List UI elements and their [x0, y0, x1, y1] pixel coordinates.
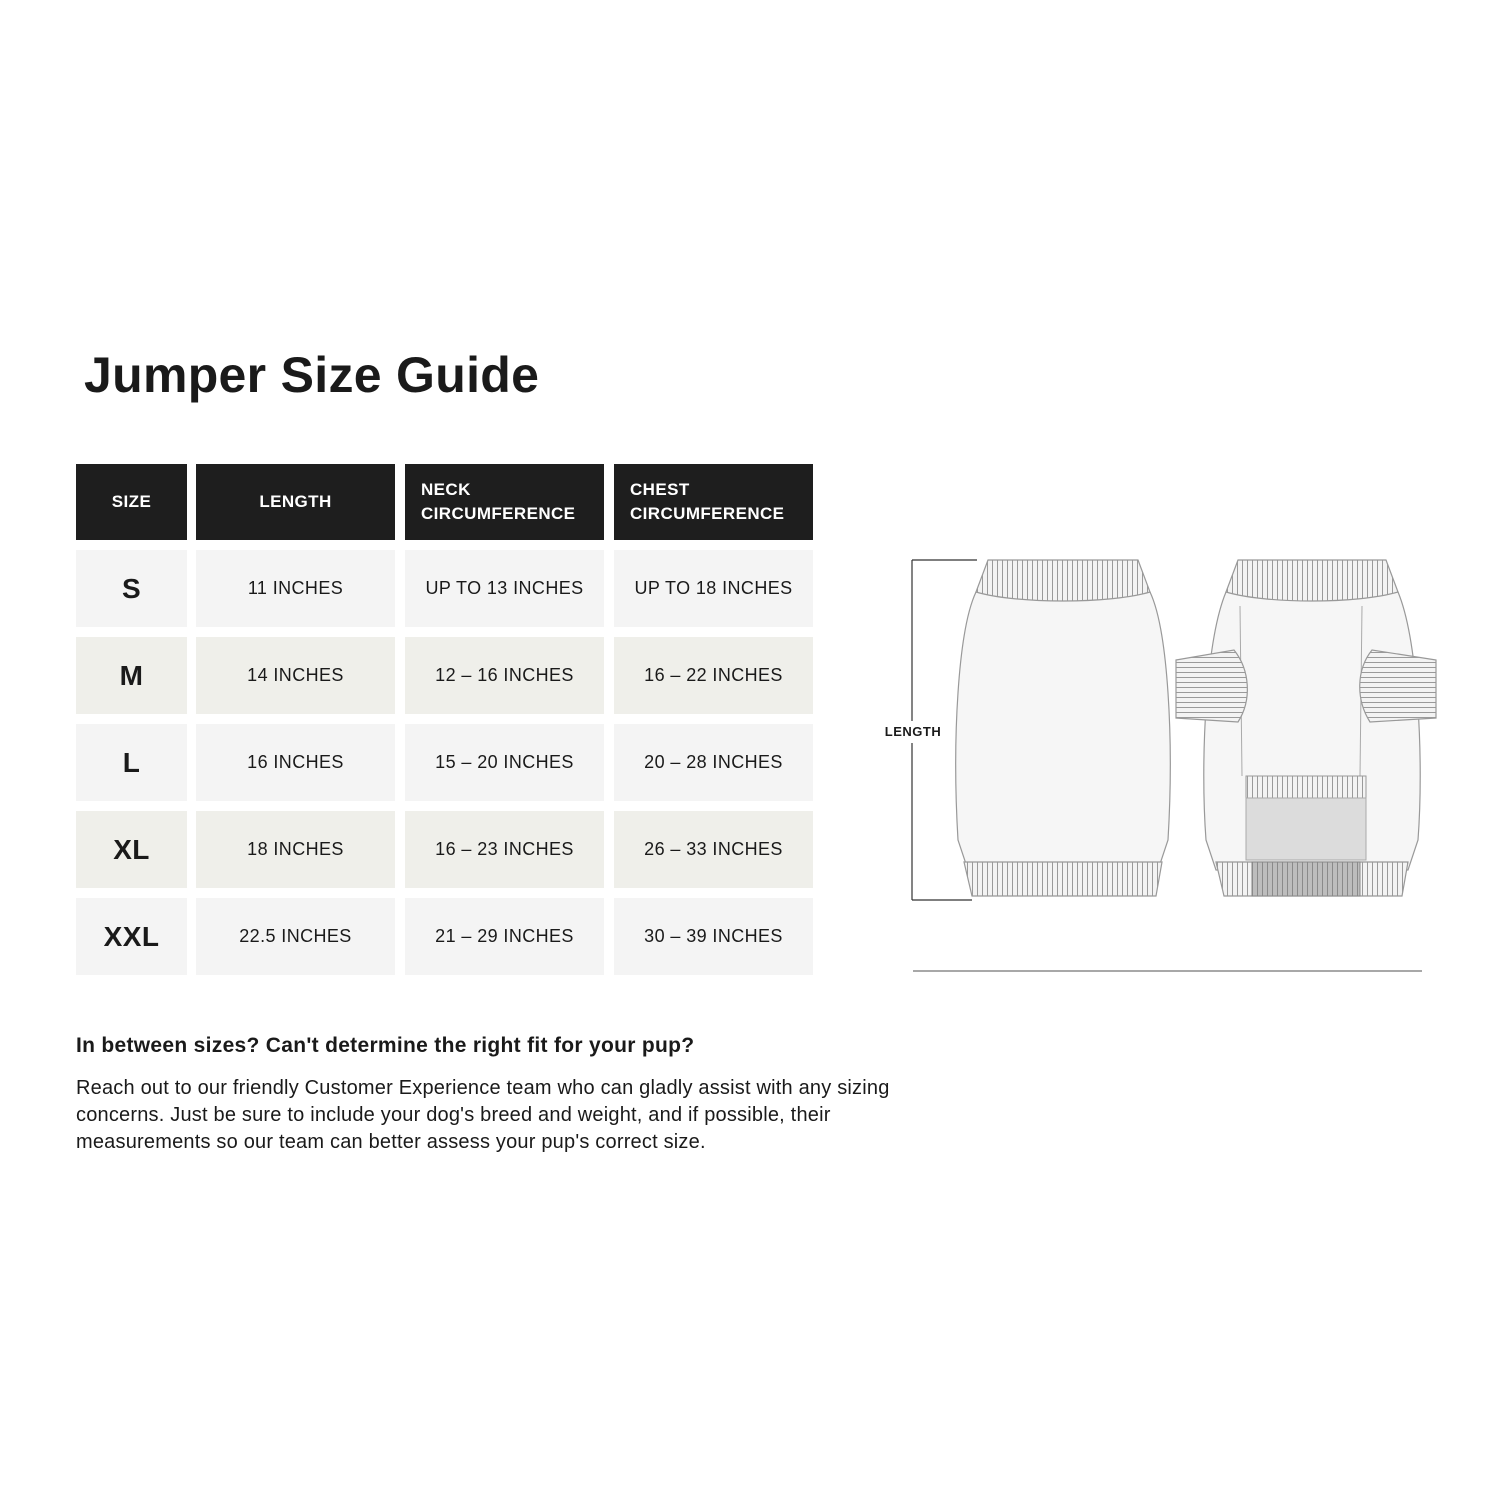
chest-cell: UP TO 18 INCHES: [614, 550, 813, 627]
neck-cell: 16 – 23 INCHES: [405, 811, 604, 888]
size-cell: L: [76, 724, 187, 801]
help-body: Reach out to our friendly Customer Experience team who can gladly assist with any sizing concerns. Just be sure to include your dog's breed and weight, and if possible, their measurements so our team can better assess your pup's correct size.: [76, 1077, 890, 1153]
neck-cell: UP TO 13 INCHES: [405, 550, 604, 627]
header-neck-label: NECK CIRCUMFERENCE: [421, 480, 576, 523]
neck-cell: 21 – 29 INCHES: [405, 898, 604, 975]
chest-cell: 30 – 39 INCHES: [614, 898, 813, 975]
length-cell: 22.5 INCHES: [196, 898, 395, 975]
neck-cell: 12 – 16 INCHES: [405, 637, 604, 714]
header-neck-circumference: [405, 464, 604, 540]
header-chest-circumference: [614, 464, 813, 540]
chest-cell: 26 – 33 INCHES: [614, 811, 813, 888]
jumper-diagram: [880, 540, 1450, 980]
neck-cell: 15 – 20 INCHES: [405, 724, 604, 801]
length-cell: 16 INCHES: [196, 724, 395, 801]
help-heading: In between sizes? Can't determine the right fit for your pup?: [76, 1034, 695, 1057]
size-cell: XXL: [76, 898, 187, 975]
page-title: Jumper Size Guide: [84, 347, 540, 403]
chest-cell: 16 – 22 INCHES: [614, 637, 813, 714]
size-cell: S: [76, 550, 187, 627]
jumper-back-view: [956, 560, 1171, 896]
jumper-front-view: [1176, 560, 1436, 896]
length-cell: 11 INCHES: [196, 550, 395, 627]
chest-cell: 20 – 28 INCHES: [614, 724, 813, 801]
length-cell: 14 INCHES: [196, 637, 395, 714]
size-cell: M: [76, 637, 187, 714]
header-length: LENGTH: [196, 464, 395, 540]
length-cell: 18 INCHES: [196, 811, 395, 888]
header-chest-label: CHEST CIRCUMFERENCE: [630, 480, 785, 523]
length-label: LENGTH: [884, 724, 942, 739]
header-size: SIZE: [76, 464, 187, 540]
size-cell: XL: [76, 811, 187, 888]
